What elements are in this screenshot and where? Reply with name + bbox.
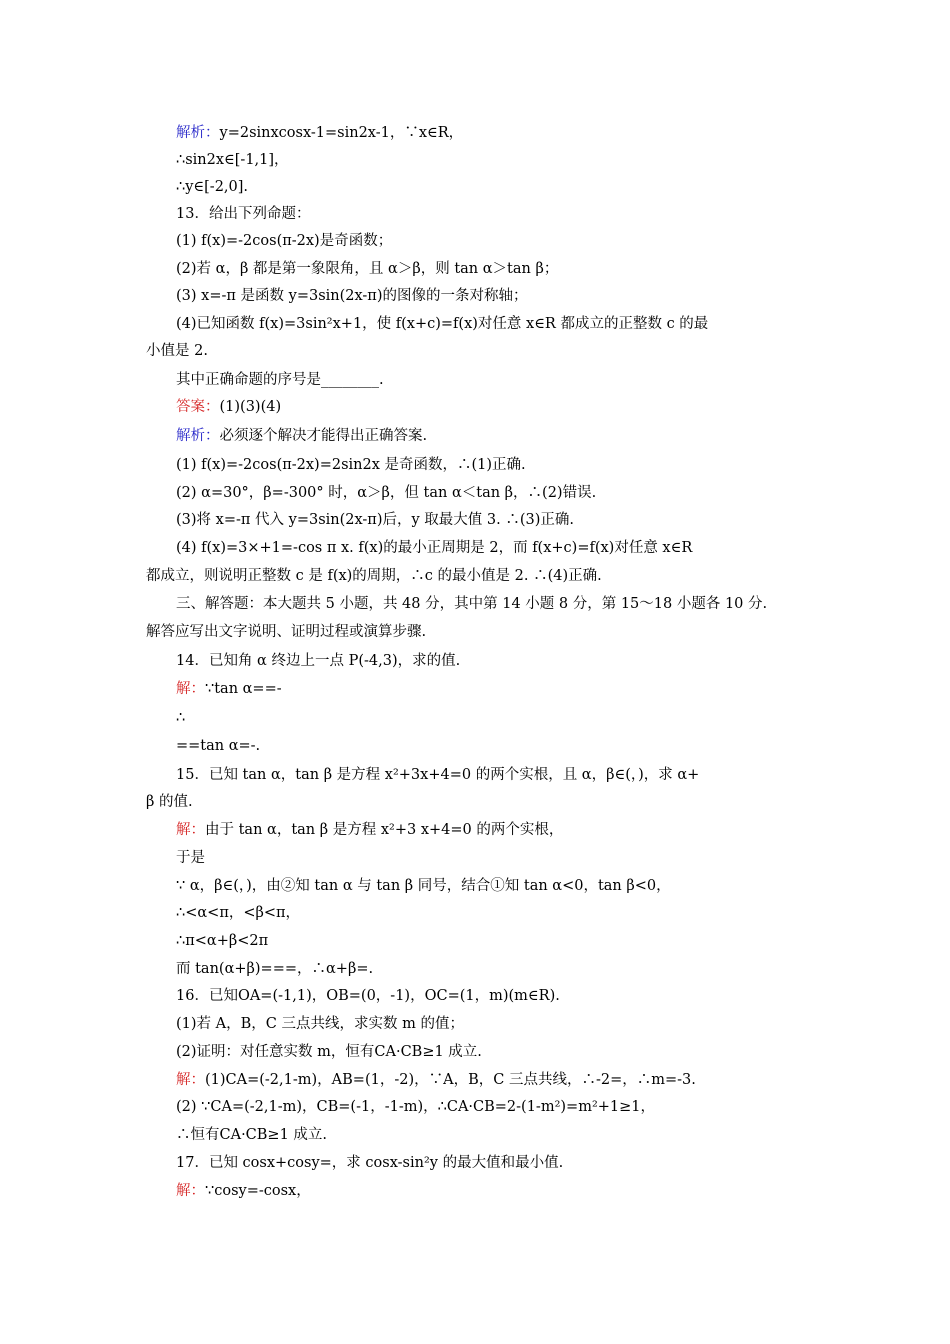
- question-16-part-2: (2)证明：对任意实数 m，恒有CA·CB≥1 成立.: [176, 1044, 482, 1060]
- analysis-label: 解析：: [176, 125, 220, 141]
- text-line: (2) α=30°，β=-300° 时，α＞β，但 tan α＜tan β，∴(2)错误.: [176, 485, 597, 501]
- solution-line-14: [176, 676, 810, 702]
- solution-label: 解：: [176, 681, 205, 697]
- solution-label: 解：: [176, 1183, 205, 1199]
- proposition-4: (4)已知函数 f(x)=3sin²x+1，使 f(x+c)=f(x)对任意 x∈R 都成立的正整数 c 的最: [176, 316, 709, 332]
- text-line: ∵ α，β∈(，)，由②知 tan α 与 tan β 同号，结合①知 tan α<0，tan β<0，: [176, 878, 671, 894]
- proposition-4-cont: 小值是 2.: [146, 343, 208, 359]
- text-line: y=2sinxcosx-1=sin2x-1，∵x∈R，: [219, 125, 464, 141]
- text-line: 必须逐个解决才能得出正确答案.: [219, 428, 428, 444]
- proposition-2: (2)若 α，β 都是第一象限角，且 α＞β，则 tan α＞tan β；: [176, 261, 559, 277]
- text-line: (3)将 x=-π 代入 y=3sin(2x-π)后，y 取最大值 3. ∴(3)正确.: [176, 512, 574, 528]
- text-line: ∴y∈[-2,0].: [176, 179, 249, 195]
- section-3-header-cont: 解答应写出文字说明、证明过程或演算步骤.: [146, 624, 427, 640]
- question-16-title: 16．已知OA=(-1,1)，OB=(0，-1)，OC=(1，m)(m∈R).: [176, 988, 560, 1004]
- text-line: ∴<α<π，<β<π，: [176, 905, 301, 921]
- text-line: ∵cosy=-cosx，: [205, 1183, 311, 1199]
- section-3-header: 三、解答题：本大题共 5 小题，共 48 分，其中第 14 小题 8 分，第 15～18 小题各 10 分.: [176, 596, 768, 612]
- text-line: 都成立，则说明正整数 c 是 f(x)的周期，∴c 的最小值是 2. ∴(4)正确.: [146, 568, 602, 584]
- text-line: (1)CA=(-2,1-m)，AB=(1，-2)，∵A，B，C 三点共线，∴-2=，∴m=-3.: [205, 1072, 696, 1088]
- text-line: ∴sin2x∈[-1,1]，: [176, 152, 289, 168]
- answer-text: (1)(3)(4): [219, 399, 282, 415]
- text-line: (1) f(x)=-2cos(π-2x)=2sin2x 是奇函数，∴(1)正确.: [176, 457, 526, 473]
- text-line: 由于 tan α，tan β 是方程 x²+3 x+4=0 的两个实根，: [205, 822, 564, 838]
- proposition-3: (3) x=-π 是函数 y=3sin(2x-π)的图像的一条对称轴；: [176, 288, 528, 304]
- question-17-title: 17．已知 cosx+cosy=，求 cosx-sin²y 的最大值和最小值.: [176, 1155, 564, 1171]
- analysis-line-13: [176, 423, 810, 449]
- solution-line-15: [176, 817, 810, 843]
- text-line: ∵tan α==-: [205, 681, 282, 697]
- text-line: (4) f(x)=3×+1=-cos π x. f(x)的最小正周期是 2，而 f(x+c)=f(x)对任意 x∈R: [176, 540, 693, 556]
- text-line: ∴恒有CA·CB≥1 成立.: [176, 1127, 328, 1143]
- answer-label: 答案：: [176, 399, 220, 415]
- solution-label: 解：: [176, 1072, 205, 1088]
- question-16-part-1: (1)若 A，B，C 三点共线，求实数 m 的值；: [176, 1016, 464, 1032]
- text-line: (2) ∵CA=(-2,1-m)，CB=(-1，-1-m)，∴CA·CB=2-(1-m²)=m²+1≥1，: [176, 1099, 656, 1115]
- proposition-1: (1) f(x)=-2cos(π-2x)是奇函数；: [176, 233, 393, 249]
- text-line: ==tan α=-.: [176, 738, 261, 754]
- solution-line-17: [176, 1178, 810, 1204]
- text-line: 而 tan(α+β)===，∴α+β=.: [176, 961, 374, 977]
- text-line: ∴: [176, 710, 186, 726]
- analysis-line-12: [176, 120, 810, 146]
- solution-line-16: [176, 1067, 810, 1093]
- question-14-title: 14．已知角 α 终边上一点 P(-4,3)，求的值.: [176, 653, 461, 669]
- question-15-title-cont: β 的值.: [146, 794, 193, 810]
- analysis-label: 解析：: [176, 428, 220, 444]
- question-15-title: 15．已知 tan α，tan β 是方程 x²+3x+4=0 的两个实根，且 α，β∈(，)，求 α+: [176, 767, 700, 783]
- question-13-prompt: 其中正确命题的序号是________.: [176, 372, 384, 388]
- solution-label: 解：: [176, 822, 205, 838]
- question-13-title: 13．给出下列命题：: [176, 206, 311, 222]
- text-line: 于是: [176, 850, 205, 866]
- text-line: ∴π<α+β<2π: [176, 933, 269, 949]
- answer-line-13: [176, 394, 810, 420]
